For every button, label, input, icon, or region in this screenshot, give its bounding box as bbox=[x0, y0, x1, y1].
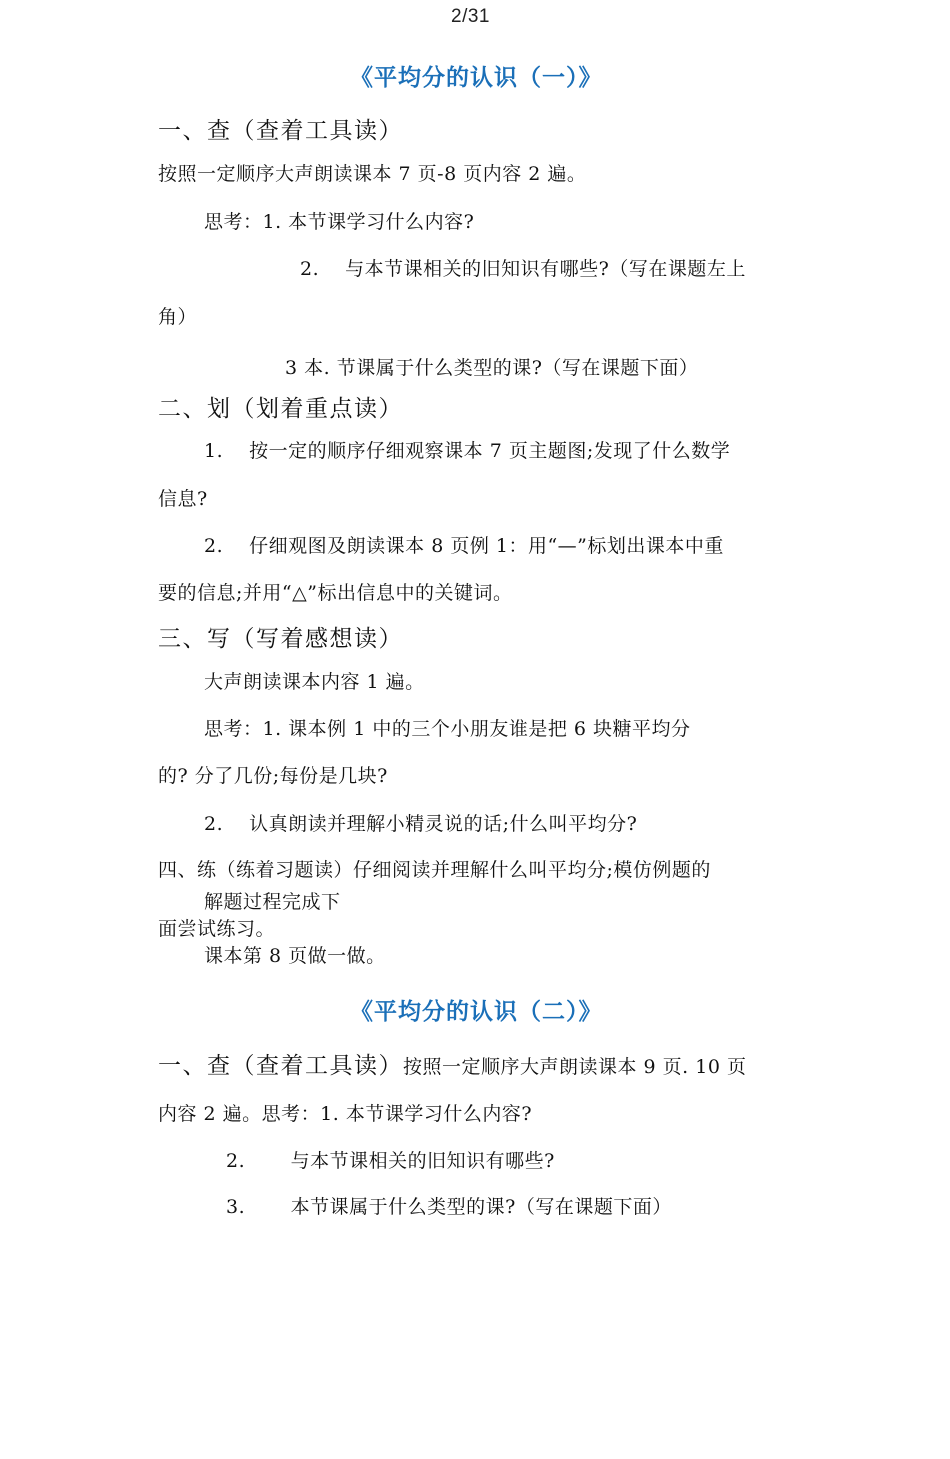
paragraph: 大声朗读课本内容 1 遍。 bbox=[204, 671, 425, 693]
section-heading-check-2: 一、查（查着工具读） bbox=[158, 1053, 403, 1079]
paragraph: 1. 按一定的顺序仔细观察课本 7 页主题图;发现了什么数学 bbox=[204, 440, 731, 462]
paragraph: 思考：1. 课本例 1 中的三个小朋友谁是把 6 块糖平均分 bbox=[204, 718, 691, 740]
lesson-title-2: 《平均分的认识（二）》 bbox=[350, 999, 603, 1025]
page-number: 2/31 bbox=[451, 6, 490, 27]
paragraph: 2. 认真朗读并理解小精灵说的话;什么叫平均分? bbox=[204, 813, 638, 835]
paragraph: 3. 本节课属于什么类型的课?（写在课题下面） bbox=[226, 1196, 672, 1218]
paragraph: 思考：1. 本节课学习什么内容? bbox=[204, 211, 475, 233]
paragraph: 2. 与本节课相关的旧知识有哪些?（写在课题左上 bbox=[300, 258, 746, 280]
paragraph: 信息? bbox=[158, 488, 208, 510]
section-heading-check: 一、查（查着工具读） bbox=[158, 118, 403, 144]
section-heading-mark: 二、划（划着重点读） bbox=[158, 396, 403, 422]
paragraph: 2. 仔细观图及朗读课本 8 页例 1：用“—”标划出课本中重 bbox=[204, 535, 724, 557]
paragraph: 课本第 8 页做一做。 bbox=[204, 945, 386, 967]
paragraph: 按照一定顺序大声朗读课本 9 页. 10 页 bbox=[403, 1056, 747, 1078]
paragraph: 解题过程完成下 bbox=[204, 891, 341, 913]
paragraph: 角） bbox=[158, 306, 198, 328]
paragraph: 要的信息;并用“△”标出信息中的关键词。 bbox=[158, 582, 513, 604]
paragraph: 内容 2 遍。思考：1. 本节课学习什么内容? bbox=[158, 1103, 533, 1125]
paragraph: 2. 与本节课相关的旧知识有哪些? bbox=[226, 1150, 555, 1172]
section-heading-practice: 四、练（练着习题读）仔细阅读并理解什么叫平均分;模仿例题的 bbox=[158, 859, 711, 881]
section-line bbox=[158, 1055, 746, 1078]
paragraph: 3 本. 节课属于什么类型的课?（写在课题下面） bbox=[285, 357, 699, 379]
paragraph: 面尝试练习。 bbox=[158, 918, 276, 940]
paragraph: 按照一定顺序大声朗读课本 7 页-8 页内容 2 遍。 bbox=[158, 163, 587, 185]
lesson-title-1: 《平均分的认识（一）》 bbox=[350, 65, 603, 91]
section-heading-write: 三、写（写着感想读） bbox=[158, 626, 403, 652]
paragraph: 的? 分了几份;每份是几块? bbox=[158, 765, 388, 787]
